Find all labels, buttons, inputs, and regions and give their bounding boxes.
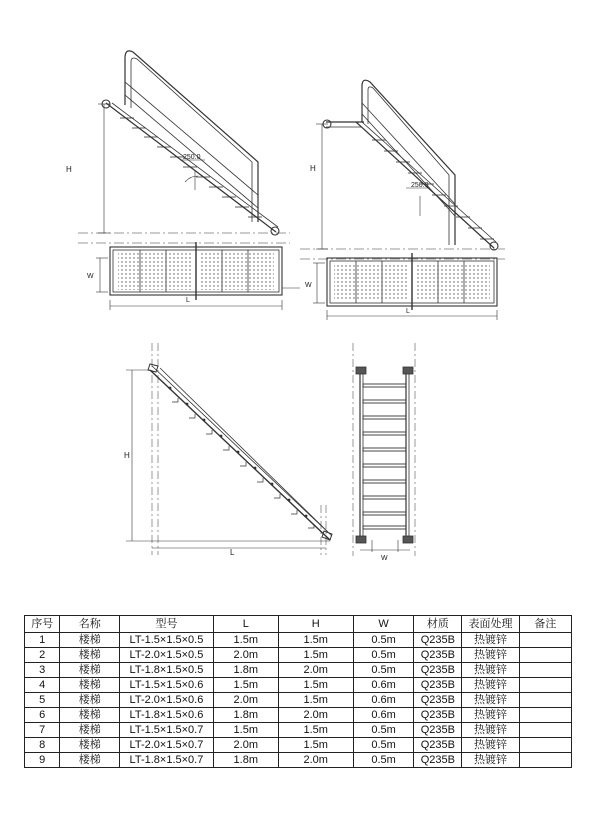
table-row [25,738,572,753]
cell-model: LT-1.8×1.5×0.6 [119,708,213,723]
stair-plan-view-2 [313,253,497,320]
cell-material: Q235B [414,738,462,753]
cell-width: 0.5m [353,738,414,753]
cell-material: Q235B [414,678,462,693]
ladder-side-view [126,343,332,555]
cell-width: 0.5m [353,663,414,678]
cell-remarks [519,663,571,678]
stair-side-view-2 [300,80,505,259]
cell-height: 2.0m [278,663,353,678]
cell-index: 5 [25,693,60,708]
col-header-remarks: 备注 [519,616,571,633]
cell-index: 9 [25,753,60,768]
cell-length: 1.5m [213,633,278,648]
cell-length: 2.0m [213,648,278,663]
spec-table [24,615,572,768]
h-label-3: H [124,451,130,460]
cell-length: 1.5m [213,723,278,738]
cell-name: 楼梯 [60,708,120,723]
cell-material: Q235B [414,723,462,738]
dim-label-1: 250.0 [183,154,201,161]
cell-model: LT-1.8×1.5×0.7 [119,753,213,768]
cell-height: 2.0m [278,753,353,768]
cell-model: LT-1.8×1.5×0.5 [119,663,213,678]
cell-finish: 热镀锌 [462,693,519,708]
l-label-1: L [186,297,190,304]
cell-finish: 热镀锌 [462,648,519,663]
ladder-front-view [353,343,415,556]
cell-index: 4 [25,678,60,693]
cell-length: 1.8m [213,753,278,768]
cell-material: Q235B [414,753,462,768]
cell-index: 2 [25,648,60,663]
table-row [25,708,572,723]
cell-name: 楼梯 [60,678,120,693]
cell-material: Q235B [414,708,462,723]
cell-material: Q235B [414,663,462,678]
table-row [25,753,572,768]
cell-index: 6 [25,708,60,723]
cell-model: LT-2.0×1.5×0.6 [119,693,213,708]
table-row [25,633,572,648]
h-label-1: H [66,165,72,174]
cell-finish: 热镀锌 [462,723,519,738]
cell-length: 2.0m [213,738,278,753]
table-row [25,663,572,678]
cell-model: LT-1.5×1.5×0.5 [119,633,213,648]
cell-width: 0.6m [353,708,414,723]
cell-remarks [519,738,571,753]
table-row [25,723,572,738]
cell-finish: 热镀锌 [462,633,519,648]
cell-remarks [519,723,571,738]
cell-height: 1.5m [278,738,353,753]
col-header-index: 序号 [25,616,60,633]
cell-width: 0.6m [353,678,414,693]
cell-model: LT-2.0×1.5×0.5 [119,648,213,663]
cell-index: 1 [25,633,60,648]
cell-name: 楼梯 [60,753,120,768]
cell-finish: 热镀锌 [462,708,519,723]
h-label-2: H [310,164,316,173]
table-header-row [25,616,572,633]
col-header-finish: 表面处理 [462,616,519,633]
cell-length: 1.8m [213,663,278,678]
cell-material: Q235B [414,648,462,663]
cell-width: 0.6m [353,693,414,708]
col-header-material: 材质 [414,616,462,633]
cell-remarks [519,693,571,708]
cell-name: 楼梯 [60,693,120,708]
col-header-length: L [213,616,278,633]
cell-remarks [519,678,571,693]
cell-width: 0.5m [353,723,414,738]
dim-label-2: 250.0 [411,182,429,189]
l-label-3: L [230,548,235,557]
col-header-width: W [353,616,414,633]
cell-height: 1.5m [278,678,353,693]
cell-index: 7 [25,723,60,738]
stair-plan-view-1 [96,242,300,310]
cell-name: 楼梯 [60,648,120,663]
cell-name: 楼梯 [60,633,120,648]
cell-height: 1.5m [278,693,353,708]
col-header-model: 型号 [119,616,213,633]
cell-height: 1.5m [278,723,353,738]
cell-model: LT-1.5×1.5×0.6 [119,678,213,693]
cell-finish: 热镀锌 [462,663,519,678]
cell-length: 1.8m [213,708,278,723]
cell-index: 8 [25,738,60,753]
cell-remarks [519,648,571,663]
cell-remarks [519,633,571,648]
cell-finish: 热镀锌 [462,738,519,753]
stair-side-view-1 [78,51,290,243]
table-row [25,648,572,663]
table-row [25,678,572,693]
col-header-name: 名称 [60,616,120,633]
cell-finish: 热镀锌 [462,753,519,768]
cell-height: 2.0m [278,708,353,723]
cell-length: 1.5m [213,678,278,693]
w-label-1: W [87,273,94,280]
cell-name: 楼梯 [60,723,120,738]
cell-width: 0.5m [353,648,414,663]
cell-width: 0.5m [353,753,414,768]
cell-finish: 热镀锌 [462,678,519,693]
cell-material: Q235B [414,633,462,648]
cell-name: 楼梯 [60,738,120,753]
cell-width: 0.5m [353,633,414,648]
cell-length: 2.0m [213,693,278,708]
w-label-2: W [305,282,312,289]
table-body [25,633,572,768]
cell-model: LT-2.0×1.5×0.7 [119,738,213,753]
cell-height: 1.5m [278,648,353,663]
cell-material: Q235B [414,693,462,708]
cell-model: LT-1.5×1.5×0.7 [119,723,213,738]
w-label-4: W [381,555,388,562]
table-row [25,693,572,708]
cell-name: 楼梯 [60,663,120,678]
cell-height: 1.5m [278,633,353,648]
cell-index: 3 [25,663,60,678]
cell-remarks [519,753,571,768]
cell-remarks [519,708,571,723]
col-header-height: H [278,616,353,633]
l-label-2: L [406,308,410,315]
